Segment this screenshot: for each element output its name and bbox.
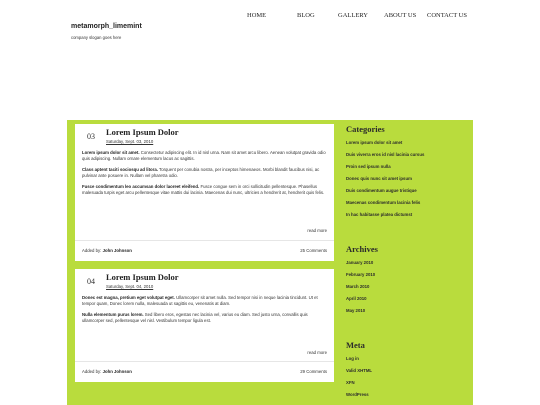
nav-item-blog[interactable]: BLOG: [297, 12, 315, 19]
read-more-link[interactable]: read more: [307, 350, 327, 355]
paragraph-text: Torquent per conubia nostra, per inceptos himenaeos. Morbi blandit faucibus nisi, ac pulvinar ante posuere in. Nullam vel pharetra odio.: [82, 167, 320, 178]
site-slogan: company slogan goes here: [71, 35, 122, 40]
blog-post: [75, 269, 334, 382]
paragraph-text: Sed libero eros, egestas nec lacinia vel, varius eu diam. Sed justo urna, convallis quis ullamcorper sed, pellentesque vel nisl. Vestibulum tempor ligula est.: [82, 312, 308, 323]
post-title[interactable]: Lorem Ipsum Dolor: [106, 272, 179, 282]
added-by-label: Added by:: [82, 248, 102, 253]
main-nav: [0, 12, 540, 22]
post-date-number: 04: [87, 277, 95, 286]
paragraph-text: Consectetur adipiscing elit. In id nisl urna. Nam sit amet arcu libero. Aenean volutpat gravida odio quis adipiscing. Nullam ornare elementum lacus ac sagittis.: [82, 150, 326, 161]
post-paragraph: [82, 184, 328, 196]
archive-item[interactable]: March 2010: [346, 284, 370, 289]
meta-heading: Meta: [346, 340, 365, 350]
archives-heading: Archives: [346, 244, 378, 254]
category-item[interactable]: Duis viverra eros id nisl lacinia cursus: [346, 152, 425, 157]
category-item[interactable]: Donec quis nunc sit amet ipsum: [346, 176, 412, 181]
post-paragraph: [82, 295, 328, 307]
category-item[interactable]: Lorem ipsum dolor sit amet: [346, 140, 403, 145]
category-item[interactable]: In hac habitasse platea dictumst: [346, 212, 413, 217]
archives-list: [346, 260, 466, 320]
paragraph-lead: Donec est magna, pretium eget volutpat eget.: [82, 295, 175, 300]
paragraph-lead: Class aptent taciti sociosqu ad litora.: [82, 167, 158, 172]
post-divider: [75, 361, 334, 362]
meta-item[interactable]: Valid XHTML: [346, 368, 373, 373]
post-title[interactable]: Lorem Ipsum Dolor: [106, 127, 179, 137]
site-brand: [71, 23, 142, 40]
archive-item[interactable]: May 2010: [346, 308, 366, 313]
category-item[interactable]: Proin sed ipsum nulla: [346, 164, 391, 169]
paragraph-text: Fusce congue sem in orci sollicitudin pellentesque. Phasellus malesuada turpis eget arcu pellentesque vitae mattis dui lacinia. Maecenas dui nunc, ultricies a hendrerit at, hendrerit quis felis.: [82, 184, 325, 195]
post-date-number: 03: [87, 132, 95, 141]
post-divider: [75, 240, 334, 241]
author-name[interactable]: John Johnson: [102, 369, 132, 374]
categories-heading: Categories: [346, 124, 385, 134]
blog-post: [75, 124, 334, 261]
post-author: [82, 248, 132, 253]
paragraph-lead: Lorem ipsum dolor sit amet.: [82, 150, 140, 155]
category-item[interactable]: Duis condimentum augue tristique: [346, 188, 417, 193]
post-date[interactable]: Saturday, Sept. 04, 2010: [106, 284, 154, 289]
meta-item[interactable]: XFN: [346, 380, 355, 385]
post-paragraph: [82, 150, 328, 162]
comments-link[interactable]: 29 Comments: [300, 369, 327, 374]
author-name[interactable]: John Johnson: [102, 248, 132, 253]
paragraph-lead: Fusce condimentum leo accumsan dolor laoreet eleifend.: [82, 184, 200, 189]
meta-item[interactable]: WordPress: [346, 392, 369, 397]
paragraph-text: Ullamcorper sit amet nulla. Sed tempor nisi in neque lacinia tincidunt. Ut et tempor quam, Donec lorem nulla, malesuada ut sagittis eu, venenatis at diam.: [82, 295, 318, 306]
post-paragraph: [82, 312, 328, 324]
paragraph-lead: Nulla elementum purus lorem.: [82, 312, 144, 317]
archive-item[interactable]: February 2010: [346, 272, 376, 277]
added-by-label: Added by:: [82, 369, 102, 374]
categories-list: [346, 140, 466, 224]
nav-item-home[interactable]: HOME: [247, 12, 267, 19]
archive-item[interactable]: January 2010: [346, 260, 374, 265]
category-item[interactable]: Maecenas condimentum lacinia felis: [346, 200, 421, 205]
nav-item-about-us[interactable]: ABOUT US: [384, 12, 417, 19]
comments-link[interactable]: 25 Comments: [300, 248, 327, 253]
nav-item-gallery[interactable]: GALLERY: [338, 12, 368, 19]
sidebar: [346, 124, 466, 404]
post-paragraph: [82, 167, 328, 179]
nav-item-contact-us[interactable]: CONTACT US: [427, 12, 467, 19]
post-date[interactable]: Saturday, Sept. 03, 2010: [106, 139, 154, 144]
archive-item[interactable]: April 2010: [346, 296, 367, 301]
site-title[interactable]: metamorph_limemint: [71, 23, 142, 30]
post-body: [82, 295, 328, 329]
meta-item[interactable]: Log in: [346, 356, 359, 361]
post-author: [82, 369, 132, 374]
read-more-link[interactable]: read more: [307, 228, 327, 233]
meta-list: [346, 356, 466, 404]
post-body: [82, 150, 328, 201]
